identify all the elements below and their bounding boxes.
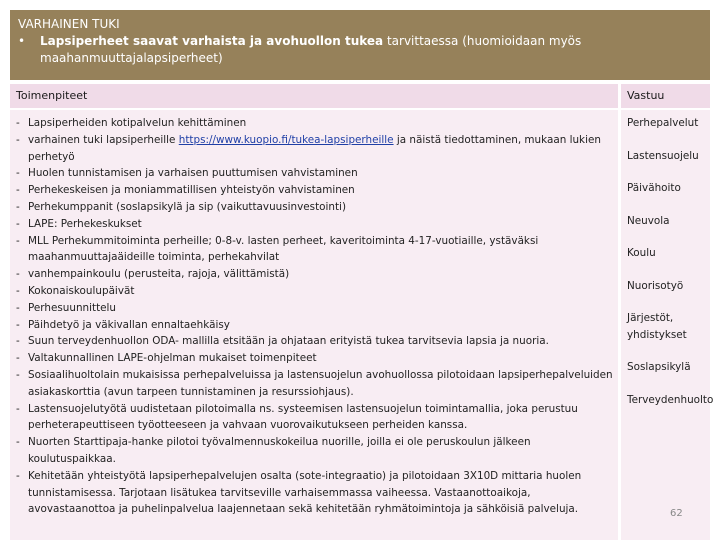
list-item-text-after: ja näistä tiedottaminen, mukaan lukien perhetyö <box>28 133 601 163</box>
table-body-row <box>10 110 714 540</box>
responsible-item: Terveydenhuolto <box>627 393 714 406</box>
responsible-item: Järjestöt, yhdistykset <box>627 312 687 341</box>
responsible-item: Neuvola <box>627 214 670 227</box>
header-bullet-point <box>18 33 702 67</box>
list-item-text <box>28 434 614 468</box>
list-item-text <box>28 468 614 518</box>
column-header-measures: Toimenpiteet <box>10 84 621 108</box>
list-item-text <box>28 165 614 182</box>
list-dash: - <box>16 469 20 482</box>
list-dash: - <box>16 436 20 449</box>
list-item-text-main: Suun terveydenhuollon ODA- mallilla etsitään ja ohjataan erityistä tukea tarvitsevia lapsia ja nuoria. <box>28 335 549 348</box>
list-item-text-main: Kokonaiskoulupäivät <box>28 284 135 297</box>
list-item-text-main: varhainen tuki lapsiperheille <box>28 133 179 146</box>
list-dash: - <box>16 335 20 348</box>
list-item-text-main: Perhesuunnittelu <box>28 301 117 314</box>
list-item <box>16 132 614 166</box>
list-item-text <box>28 182 614 199</box>
list-item <box>16 350 614 367</box>
list-dash: - <box>16 234 20 247</box>
responsible-list <box>621 110 714 540</box>
measures-table <box>10 84 714 540</box>
list-item <box>16 199 614 216</box>
list-item-text <box>28 401 614 435</box>
header-bullet-strong: Lapsiperheet saavat varhaista ja avohuollon tukea <box>40 34 384 48</box>
list-item-text-main: Lapsiperheiden kotipalvelun kehittäminen <box>28 117 247 129</box>
list-item <box>16 165 614 182</box>
list-item <box>16 333 614 350</box>
list-dash: - <box>16 184 20 197</box>
list-item <box>16 266 614 283</box>
list-item <box>16 115 614 132</box>
page-number: 62 <box>670 508 683 519</box>
list-item-text-main: Huolen tunnistamisen ja varhaisen puuttumisen vahvistaminen <box>28 167 358 180</box>
list-item-text <box>28 283 614 300</box>
list-item-text <box>28 333 614 350</box>
list-item <box>16 300 614 317</box>
list-dash: - <box>16 284 20 297</box>
measures-list <box>10 110 621 540</box>
list-item-text-main: vanhempainkoulu (perusteita, rajoja, välittämistä) <box>28 268 290 281</box>
column-header-responsible: Vastuu <box>627 89 665 102</box>
list-item <box>16 182 614 199</box>
list-dash: - <box>16 117 20 129</box>
list-dash: - <box>16 352 20 365</box>
bullet-icon: • <box>18 34 26 48</box>
list-item <box>16 367 614 401</box>
list-item-text <box>28 367 614 401</box>
slide-title: VARHAINEN TUKI <box>18 17 120 31</box>
list-item-text <box>28 300 614 317</box>
list-dash: - <box>16 301 20 314</box>
list-item-text-main: Nuorten Starttipaja-hanke pilotoi työvalmennuskokeilua nuorille, joilla ei ole peruskoulun jälkeen koulutuspaikkaa. <box>28 436 531 465</box>
list-item-text <box>28 266 614 283</box>
list-dash: - <box>16 200 20 213</box>
list-item-text-main: Perhekumppanit (soslapsikylä ja sip (vaikuttavuusinvestointi) <box>28 200 346 213</box>
list-item-text-main: Sosiaalihuoltolain mukaisissa perhepalveluissa ja lastensuojelun avohuollossa pilotoidaan lapsiperhepalveluiden asiakaskorttia (avun tarpeen tunnistaminen ja resurssiohjaus). <box>28 368 613 398</box>
list-item-text-main: LAPE: Perhekeskukset <box>28 217 142 230</box>
table-header-row <box>10 84 710 108</box>
list-dash: - <box>16 402 20 415</box>
responsible-item: Päivähoito <box>627 182 681 194</box>
list-item-text <box>28 132 614 166</box>
list-item <box>16 283 614 300</box>
list-item-text-main: Kehitetään yhteistyötä lapsiperhepalvelujen osalta (sote-integraatio) ja pilotoidaan 3X10D mittaria huolen tunnistamisessa. Tarjotaan lisätukea tarvitseville varhaisemmassa vaiheessa. Vastaanottoaikoja, avovastaanottoa ja puhelinpalvelua laajennetaan sekä kehitetään ryhmätoimintoja ja sähköisiä palveluja. <box>28 469 582 516</box>
responsible-item: Perhepalvelut <box>627 117 699 129</box>
list-item <box>16 401 614 435</box>
list-item-text <box>28 115 614 132</box>
list-item-text <box>28 350 614 367</box>
header-bullet-text <box>40 33 702 67</box>
responsible-item: Nuorisotyö <box>627 279 684 292</box>
list-item-text-main: Perhekeskeisen ja moniammatillisen yhteistyön vahvistaminen <box>28 184 355 197</box>
responsible-item: Lastensuojelu <box>627 149 699 162</box>
list-item-text-main: Lastensuojelutyötä uudistetaan pilotoimalla ns. systeemisen lastensuojelun toimintamallia, joka perustuu perheterapeuttiseen työotteeseen ja vahvaan vuorovaikutukseen perheiden kanssa. <box>28 402 578 432</box>
responsible-item: Koulu <box>627 247 656 259</box>
list-dash: - <box>16 318 20 331</box>
list-item <box>16 216 614 233</box>
list-item <box>16 434 614 468</box>
list-item-text <box>28 233 614 267</box>
list-item-text <box>28 216 614 233</box>
slide-header <box>10 10 710 80</box>
kuopio-link[interactable]: https://www.kuopio.fi/tukea-lapsiperheille <box>178 133 394 146</box>
list-item-text-main: Päihdetyö ja väkivallan ennaltaehkäisy <box>28 318 230 331</box>
list-dash: - <box>16 368 20 381</box>
list-dash: - <box>16 268 20 281</box>
list-item <box>16 468 614 518</box>
list-item <box>16 233 614 267</box>
list-item-text <box>28 317 614 334</box>
list-dash: - <box>16 217 20 230</box>
list-item-text-main: Valtakunnallinen LAPE-ohjelman mukaiset toimenpiteet <box>28 352 317 365</box>
list-item-text <box>28 199 614 216</box>
list-item <box>16 317 614 334</box>
list-dash: - <box>16 167 20 180</box>
list-item-text-main: MLL Perhekummitoiminta perheille; 0-8-v. lasten perheet, kaveritoiminta 4-17-vuotiaille, ystäväksi maahanmuuttajaäideille toiminta, perhekahvilat <box>28 234 539 264</box>
list-dash: - <box>16 133 20 146</box>
responsible-item: Soslapsikylä <box>627 361 691 373</box>
header-bullet-rest: tarvittaessa (huomioidaan myös maahanmuuttajalapsiperheet) <box>40 34 582 65</box>
